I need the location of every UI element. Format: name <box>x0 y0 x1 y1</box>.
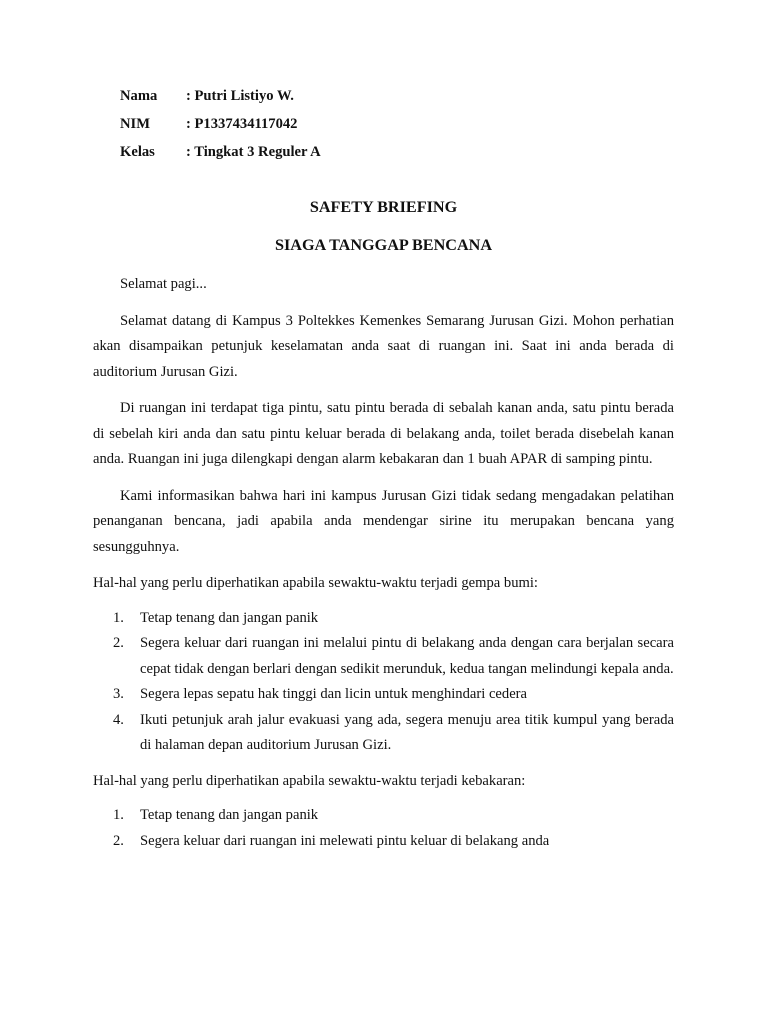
identity-label: Nama <box>120 88 158 104</box>
identity-label: Kelas <box>120 144 155 160</box>
siren-info-paragraph: Kami informasikan bahwa hari ini kampus Jurusan Gizi tidak sedang mengadakan pelatihan penanganan bencana, jadi apabila anda mendengar sirine itu merupakan bencana yang sesungguhnya. <box>93 487 674 555</box>
identity-value: : Putri Listiyo W. <box>186 88 294 104</box>
earthquake-list <box>93 606 674 759</box>
document-titles <box>93 192 674 268</box>
list-item <box>93 803 674 829</box>
list-text: Tetap tenang dan jangan panik <box>140 609 319 626</box>
document-title: SAFETY BRIEFING <box>309 198 458 216</box>
identity-row-nim <box>120 114 674 142</box>
fire-list <box>93 803 674 854</box>
list-item <box>93 708 674 759</box>
room-info-paragraph: Di ruangan ini terdapat tiga pintu, satu pintu berada di sebalah kanan anda, satu pintu berada di sebelah kiri anda dan satu pintu keluar berada di belakang anda, toilet berada disebelah kanan anda. Ruangan ini juga dilengkapi dengan alarm kebakaran dan 1 buah APAR di samping pintu. <box>93 400 674 467</box>
identity-block <box>120 86 674 170</box>
earthquake-heading: Hal-hal yang perlu diperhatikan apabila sewaktu-waktu terjadi gempa bumi: <box>93 575 538 591</box>
list-text: Tetap tenang dan jangan panik <box>140 807 319 823</box>
list-number: 3. <box>113 686 124 702</box>
list-text: Segera lepas sepatu hak tinggi dan licin untuk menghindari cedera <box>140 686 528 702</box>
identity-value: : Tingkat 3 Reguler A <box>186 144 321 160</box>
identity-row-class <box>120 142 674 170</box>
list-number: 4. <box>113 711 124 728</box>
list-number: 2. <box>113 832 124 849</box>
list-number: 2. <box>113 635 124 651</box>
list-text: Segera keluar dari ruangan ini melalui pintu di belakang anda dengan cara berjalan secara cepat tidak dengan berlari dengan sedikit merunduk, kedua tangan melindungi kepala anda. <box>140 635 674 677</box>
list-item <box>93 631 674 682</box>
list-item <box>93 606 674 632</box>
greeting-paragraph: Selamat pagi... <box>120 276 207 292</box>
identity-row-name <box>120 86 674 114</box>
list-item <box>93 682 674 708</box>
list-item <box>93 829 674 855</box>
document-subtitle: SIAGA TANGGAP BENCANA <box>274 236 493 254</box>
identity-value: : P1337434117042 <box>186 116 298 132</box>
list-number: 1. <box>113 609 124 626</box>
list-text: Segera keluar dari ruangan ini melewati pintu keluar di belakang anda <box>140 832 550 849</box>
identity-label: NIM <box>120 116 150 132</box>
welcome-paragraph: Selamat datang di Kampus 3 Poltekkes Kemenkes Semarang Jurusan Gizi. Mohon perhatian akan disampaikan petunjuk keselamatan anda saat di ruangan ini. Saat ini anda berada di auditorium Jurusan Gizi. <box>93 312 674 380</box>
list-number: 1. <box>113 807 124 823</box>
list-text: Ikuti petunjuk arah jalur evakuasi yang ada, segera menuju area titik kumpul yang berada di halaman depan auditorium Jurusan Gizi. <box>140 711 674 753</box>
fire-heading: Hal-hal yang perlu diperhatikan apabila sewaktu-waktu terjadi kebakaran: <box>93 772 526 789</box>
